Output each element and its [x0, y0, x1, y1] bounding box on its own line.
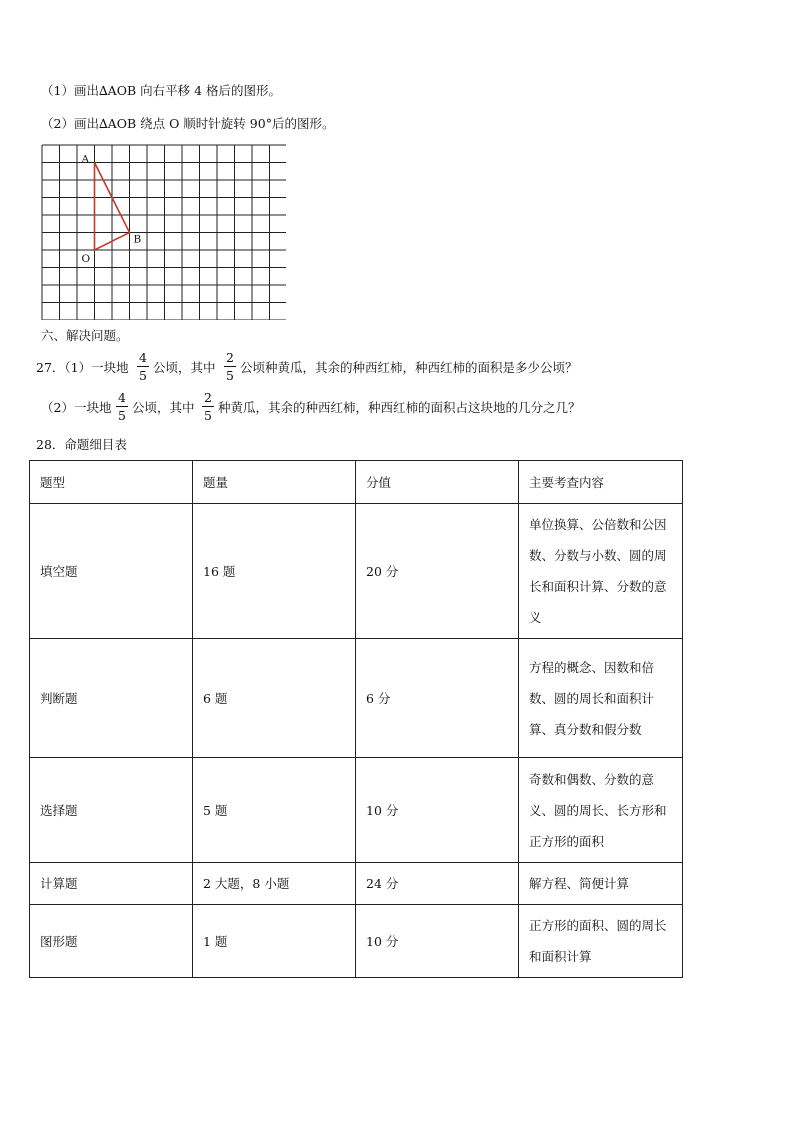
cell-score: 10 分	[356, 758, 519, 863]
cell-content: 单位换算、公倍数和公因数、分数与小数、圆的周长和面积计算、分数的意义	[519, 504, 683, 639]
table-row	[30, 639, 683, 758]
table-row	[30, 758, 683, 863]
cell-score: 6 分	[356, 639, 519, 758]
q27-part2-text-c: 种黄瓜，其余的种西红柿，种西红柿的面积占这块地的几分之几？	[218, 400, 581, 415]
section-heading: 六、解决问题。	[41, 328, 129, 343]
cell-score: 24 分	[356, 863, 519, 905]
header-cell-type: 题型	[30, 461, 193, 504]
cell-type: 填空题	[30, 504, 193, 639]
cell-count: 5 题	[193, 758, 356, 863]
cell-type: 判断题	[30, 639, 193, 758]
q27-part2-fraction-2	[202, 390, 214, 423]
point-label-a: A	[81, 153, 90, 166]
fraction-numerator: 4	[139, 350, 147, 365]
q27-part1-text-c: 公顷种黄瓜，其余的种西红柿，种西红柿的面积是多少公顷？	[240, 360, 578, 375]
q27-part1-text-b: 公顷，其中	[153, 360, 216, 375]
fraction-denominator: 5	[118, 408, 126, 423]
q27-part2-text-a: （2）一块地	[41, 400, 112, 415]
q28-title: 28．命题细目表	[36, 437, 127, 452]
header-cell-content: 主要考查内容	[519, 461, 683, 504]
fraction-denominator: 5	[226, 368, 234, 383]
spec-table	[29, 460, 683, 978]
point-label-o: O	[81, 253, 91, 265]
cell-score: 20 分	[356, 504, 519, 639]
q26-part2-text: （2）画出∆AOB 绕点 O 顺时针旋转 90°后的图形。	[41, 116, 335, 131]
table-row	[30, 905, 683, 978]
cell-count: 2 大题，8 小题	[193, 863, 356, 905]
cell-content: 解方程、简便计算	[519, 863, 683, 905]
fraction-numerator: 2	[226, 350, 234, 365]
cell-count: 1 题	[193, 905, 356, 978]
q27-part2-fraction-1	[116, 390, 128, 423]
cell-content: 奇数和偶数、分数的意义、圆的周长、长方形和正方形的面积	[519, 758, 683, 863]
cell-count: 16 题	[193, 504, 356, 639]
header-cell-score: 分值	[356, 461, 519, 504]
cell-type: 选择题	[30, 758, 193, 863]
cell-count: 6 题	[193, 639, 356, 758]
fraction-bar	[137, 366, 149, 367]
fraction-denominator: 5	[139, 368, 147, 383]
q27-part1-fraction-2	[224, 350, 236, 383]
cell-score: 10 分	[356, 905, 519, 978]
fraction-numerator: 2	[204, 390, 212, 405]
q27-part1-fraction-1	[137, 350, 149, 383]
grid-lines	[42, 145, 286, 320]
fraction-bar	[224, 366, 236, 367]
header-cell-count: 题量	[193, 461, 356, 504]
fraction-denominator: 5	[204, 408, 212, 423]
grid-figure	[41, 144, 286, 320]
table-header-row	[30, 461, 683, 504]
q26-part1-text: （1）画出∆AOB 向右平移 4 格后的图形。	[41, 83, 282, 98]
cell-type: 图形题	[30, 905, 193, 978]
cell-content: 方程的概念、因数和倍数、圆的周长和面积计算、真分数和假分数	[519, 639, 683, 758]
cell-content: 正方形的面积、圆的周长和面积计算	[519, 905, 683, 978]
q27-part2-text-b: 公顷，其中	[132, 400, 195, 415]
q27-part1-text-a: 27．（1）一块地	[36, 360, 129, 375]
fraction-bar	[202, 406, 214, 407]
cell-type: 计算题	[30, 863, 193, 905]
table-row	[30, 504, 683, 639]
fraction-numerator: 4	[118, 390, 126, 405]
point-label-b: B	[133, 233, 142, 246]
fraction-bar	[116, 406, 128, 407]
table-row	[30, 863, 683, 905]
